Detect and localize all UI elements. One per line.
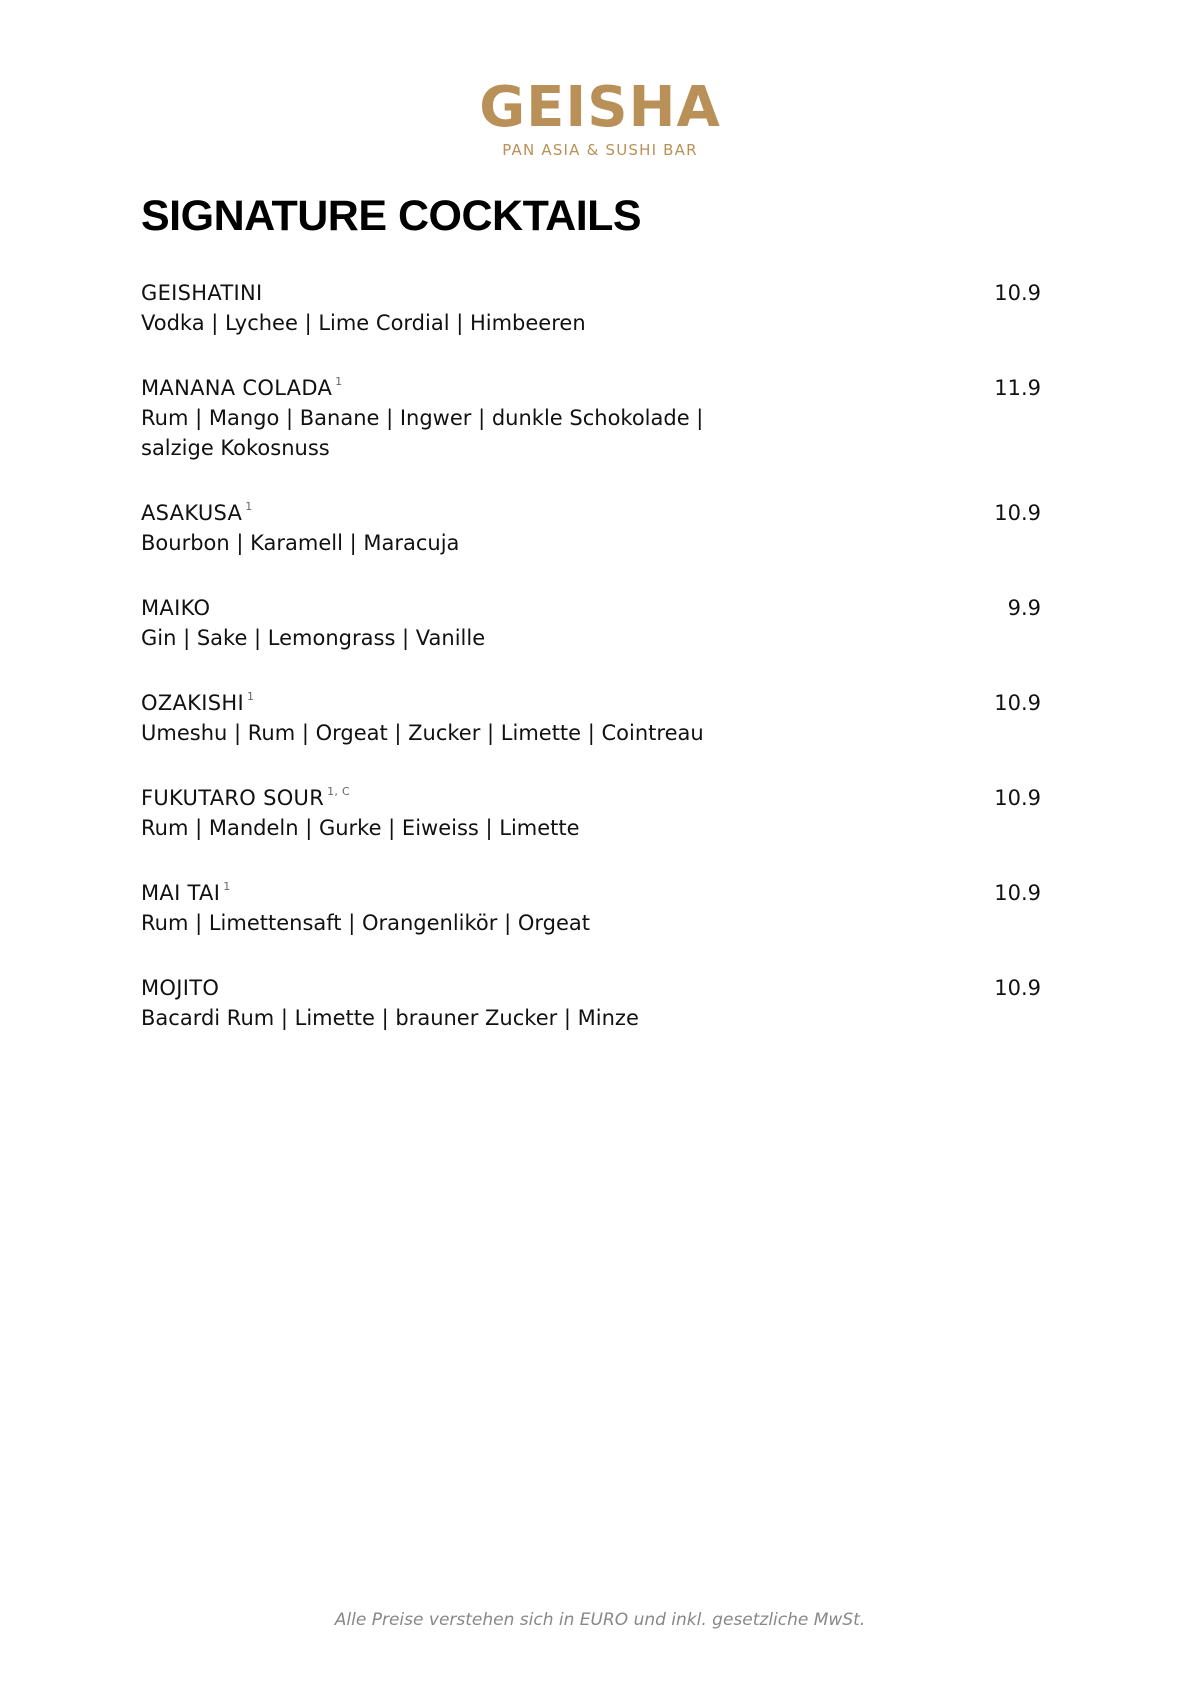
menu-item-price: 10.9 <box>994 501 1041 525</box>
menu-item <box>141 373 1041 463</box>
menu-item-name: MAI TAI $^1$ <box>141 880 231 905</box>
logo-tagline: PAN ASIA & SUSHI BAR <box>502 141 698 159</box>
allergen-note: 1 <box>335 375 343 388</box>
menu-item-name: OZAKISHI $^1$ <box>141 690 255 715</box>
menu-item-description: Rum | Mandeln | Gurke | Eiweiss | Limette <box>141 816 580 840</box>
menu-item-description: Gin | Sake | Lemongrass | Vanille <box>141 626 486 650</box>
menu-item-description: Umeshu | Rum | Orgeat | Zucker | Limette | Cointreau <box>141 721 704 745</box>
menu-item-description: Vodka | Lychee | Lime Cordial | Himbeeren <box>141 311 586 335</box>
menu-item-description: Rum | Limettensaft | Orangenlikör | Orgeat <box>141 911 590 935</box>
price-disclaimer: Alle Preise verstehen sich in EURO und inkl. gesetzliche MwSt. <box>334 1610 866 1630</box>
menu-item-name: ASAKUSA $^1$ <box>141 500 253 525</box>
menu-item-description: Bacardi Rum | Limette | brauner Zucker | Minze <box>141 1006 639 1030</box>
menu-item <box>141 498 1041 558</box>
section-title: SIGNATURE COCKTAILS <box>141 192 642 240</box>
logo-name: GEISHA <box>479 75 721 140</box>
menu-item-description: Rum | Mango | Banane | Ingwer | dunkle Schokolade | salzige Kokosnuss <box>141 406 704 460</box>
cocktail-menu-list <box>141 278 1041 1068</box>
menu-item-description: Bourbon | Karamell | Maracuja <box>141 531 460 555</box>
menu-item-price: 10.9 <box>994 786 1041 810</box>
menu-item <box>141 688 1041 748</box>
allergen-note: 1 <box>246 690 255 703</box>
restaurant-logo <box>0 75 1200 160</box>
menu-item <box>141 278 1041 338</box>
allergen-note: 1, C <box>327 785 350 798</box>
allergen-note: 1 <box>223 880 231 893</box>
menu-item-name: MANANA COLADA $^1$ <box>141 375 343 400</box>
menu-item-name: FUKUTARO SOUR $^{1, C}$ <box>141 785 350 810</box>
menu-item-price: 10.9 <box>994 881 1041 905</box>
menu-item-name: MOJITO <box>141 976 220 1000</box>
menu-item <box>141 593 1041 653</box>
menu-item <box>141 783 1041 843</box>
menu-item-price: 10.9 <box>994 691 1041 715</box>
menu-item-price: 9.9 <box>1007 596 1041 620</box>
menu-item-price: 10.9 <box>994 976 1041 1000</box>
menu-item-name: GEISHATINI <box>141 281 263 305</box>
menu-item-price: 11.9 <box>994 376 1041 400</box>
menu-item <box>141 973 1041 1033</box>
menu-item-price: 10.9 <box>994 281 1041 305</box>
menu-item <box>141 878 1041 938</box>
allergen-note: 1 <box>245 500 253 513</box>
menu-item-name: MAIKO <box>141 596 211 620</box>
